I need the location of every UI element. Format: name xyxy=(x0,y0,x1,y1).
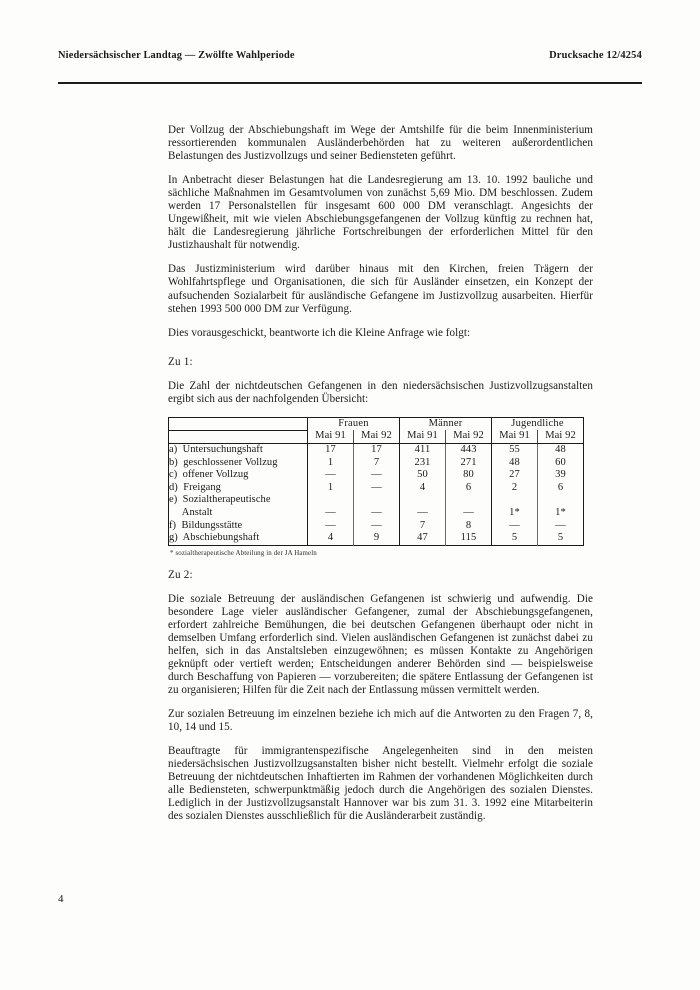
table-body xyxy=(169,443,584,545)
paragraph-5: Die Zahl der nichtdeutschen Gefangenen in den niedersächsischen Justizvollzugsanstalten ergibt sich aus der nachfolgenden Übersicht: xyxy=(168,379,593,405)
cell-value: — xyxy=(354,469,400,482)
cell-value: — xyxy=(354,482,400,495)
cell-value: 48 xyxy=(492,457,538,470)
table-row xyxy=(169,532,584,545)
cell-value: 50 xyxy=(400,469,446,482)
row-label: e) Sozialtherapeutische xyxy=(169,494,308,507)
cell-value: 5 xyxy=(538,532,584,545)
table-row xyxy=(169,443,584,456)
cell-value: 1* xyxy=(492,507,538,520)
cell-value: — xyxy=(325,469,336,481)
cell-value: — xyxy=(354,507,400,520)
cell-value: 55 xyxy=(492,443,538,456)
header-rule xyxy=(58,82,642,84)
cell-value: 4 xyxy=(327,532,334,544)
row-label: Anstalt xyxy=(169,507,308,520)
answer-label-zu-2: Zu 2: xyxy=(168,568,193,581)
answer-label-zu-1: Zu 1: xyxy=(168,355,193,368)
prisoner-statistics-table-wrapper xyxy=(168,417,583,558)
table-corner-cell xyxy=(169,417,308,430)
table-footnote: * sozialtherapeutische Abteilung in der JA Hameln xyxy=(170,549,317,557)
cell-value: 231 xyxy=(400,457,446,470)
paragraph-6: Die soziale Betreuung der ausländischen Gefangenen ist schwierig und aufwendig. Die besondere Lage vieler ausländischer Gefangener, zumal der Abschiebungsgefangenen, erfordert zahlreiche Bemühungen, die bei deutschen Gefangenen überhaupt oder nicht in demselben Umfang erforderlich sind. Vielen ausländischen Gefangenen ist zunächst dabei zu helfen, sich in das Anstaltsleben einzugewöhnen; es müssen Kontakte zu Angehörigen geknüpft oder vertieft werden; Entscheidungen anderer Behörden sind — beispielsweise durch Beschaffung von Papieren — vorzubereiten; die spätere Entlassung der Gefangenen ist zu organisieren; Hilfen für die Zeit nach der Entlassung müssen vermittelt werden. xyxy=(168,592,593,697)
row-label: f) Bildungsstätte xyxy=(169,520,308,533)
running-head-left: Niedersächsischer Landtag — Zwölfte Wahlperiode xyxy=(58,50,295,61)
cell-value: — xyxy=(325,519,336,531)
subheader-jugendliche-mai-92: Mai 92 xyxy=(538,430,584,443)
paragraph-1: Der Vollzug der Abschiebungshaft im Wege der Amtshilfe für die beim Innenministerium ressortierenden kommunalen Ausländerbehörden hat zu weiteren außerordentlichen Belastungen des Justizvollzugs und seiner Bediensteten geführt. xyxy=(168,124,593,163)
row-label: a) Untersuchungshaft xyxy=(169,443,308,456)
cell-value: 1 xyxy=(327,456,334,468)
cell-value: 17 xyxy=(354,443,400,456)
paragraph-3: Das Justizministerium wird darüber hinaus mit den Kirchen, freien Trägern der Wohlfahrtspflege und Organisationen, die sich für Ausländer einsetzen, ein Konzept der aufsuchenden Sozialarbeit für ausländische Gefangene im Justizvollzug ausarbeiten. Hierfür stehen 1993 500 000 DM zur Verfügung. xyxy=(168,263,593,315)
row-label: d) Freigang xyxy=(169,482,308,495)
cell-value: 115 xyxy=(446,532,492,545)
cell-value: — xyxy=(446,507,492,520)
running-head xyxy=(58,50,642,61)
cell-value: 7 xyxy=(400,520,446,533)
cell-value: 17 xyxy=(325,443,336,455)
cell-value xyxy=(446,494,492,507)
cell-value: 411 xyxy=(400,443,446,456)
cell-value: 7 xyxy=(354,457,400,470)
table-row xyxy=(169,482,584,495)
cell-value: 48 xyxy=(538,443,584,456)
subheader-maenner-mai-92: Mai 92 xyxy=(446,430,492,443)
subheader-jugendliche-mai-91: Mai 91 xyxy=(492,430,538,443)
row-label: g) Abschiebungshaft xyxy=(169,532,308,545)
paragraph-8: Beauftragte für immigrantenspezifische Angelegenheiten sind in den meisten niedersächsischen Justizvollzugsanstalten bisher nicht bestellt. Vielmehr erfolgt die soziale Betreuung der nichtdeutschen Inhaftierten im Rahmen der vorhandenen Möglichkeiten durch alle Bediensteten, schwerpunktmäßig jedoch durch die Angehörigen des sozialen Dienstes. Lediglich in der Justizvollzugsanstalt Hannover war bis zum 31. 3. 1992 eine Mitarbeiterin des sozialen Dienstes ausschließlich für die Ausländerarbeit zuständig. xyxy=(168,745,593,823)
subheader-maenner-mai-91: Mai 91 xyxy=(400,430,446,443)
cell-value: 4 xyxy=(400,482,446,495)
cell-value: 60 xyxy=(538,457,584,470)
row-label: c) offener Vollzug xyxy=(169,469,308,482)
cell-value: 6 xyxy=(446,482,492,495)
body-column xyxy=(168,124,593,824)
subheader-frauen-mai-92: Mai 92 xyxy=(354,430,400,443)
cell-value: 47 xyxy=(400,532,446,545)
table-row xyxy=(169,469,584,482)
table-row xyxy=(169,494,584,507)
paragraph-4: Dies vorausgeschickt, beantworte ich die Kleine Anfrage wie folgt: xyxy=(168,326,471,339)
spacer xyxy=(168,560,593,569)
table-row xyxy=(169,507,584,520)
cell-value xyxy=(538,494,584,507)
cell-value: 2 xyxy=(492,482,538,495)
paragraph-7: Zur sozialen Betreuung im einzelnen beziehe ich mich auf die Antworten zu den Fragen 7, 8, 10, 14 und 15. xyxy=(168,708,593,734)
cell-value: — xyxy=(538,520,584,533)
table-row xyxy=(169,520,584,533)
table-subheader-row xyxy=(169,430,584,443)
cell-value xyxy=(308,494,354,507)
cell-value: 80 xyxy=(446,469,492,482)
page-number: 4 xyxy=(58,893,64,905)
cell-value: 9 xyxy=(354,532,400,545)
cell-value: 6 xyxy=(538,482,584,495)
cell-value: 8 xyxy=(446,520,492,533)
group-header-frauen: Frauen xyxy=(308,417,400,430)
row-label: b) geschlossener Vollzug xyxy=(169,457,308,470)
cell-value: — xyxy=(354,520,400,533)
cell-value: 271 xyxy=(446,457,492,470)
running-head-right: Drucksache 12/4254 xyxy=(549,50,642,61)
cell-value: 39 xyxy=(538,469,584,482)
cell-value: 1* xyxy=(538,507,584,520)
cell-value: — xyxy=(492,520,538,533)
cell-value: 27 xyxy=(492,469,538,482)
prisoner-statistics-table xyxy=(168,417,584,546)
subheader-frauen-mai-91: Mai 91 xyxy=(308,430,354,443)
table-subheader-corner xyxy=(169,430,308,443)
group-header-maenner: Männer xyxy=(400,417,492,430)
cell-value: 443 xyxy=(446,443,492,456)
cell-value: — xyxy=(325,506,336,518)
cell-value: 5 xyxy=(492,532,538,545)
cell-value xyxy=(492,494,538,507)
group-header-jugendliche: Jugendliche xyxy=(492,417,584,430)
paragraph-2: In Anbetracht dieser Belastungen hat die Landesregierung am 13. 10. 1992 bauliche und sächliche Maßnahmen im Gesamtvolumen von zunächst 5,69 Mio. DM beschlossen. Zudem werden 17 Personalstellen für insgesamt 600 000 DM veranschlagt. Angesichts der Ungewißheit, mit wie vielen Abschiebungsgefangenen der Vollzug künftig zu rechnen hat, hält die Landesregierung jährliche Fortschreibungen der erforderlichen Mittel für den Justizhaushalt für notwendig. xyxy=(168,174,593,252)
cell-value xyxy=(400,494,446,507)
table-row xyxy=(169,457,584,470)
table-group-header-row xyxy=(169,417,584,430)
cell-value xyxy=(354,494,400,507)
cell-value: 1 xyxy=(327,481,334,493)
cell-value: — xyxy=(400,507,446,520)
